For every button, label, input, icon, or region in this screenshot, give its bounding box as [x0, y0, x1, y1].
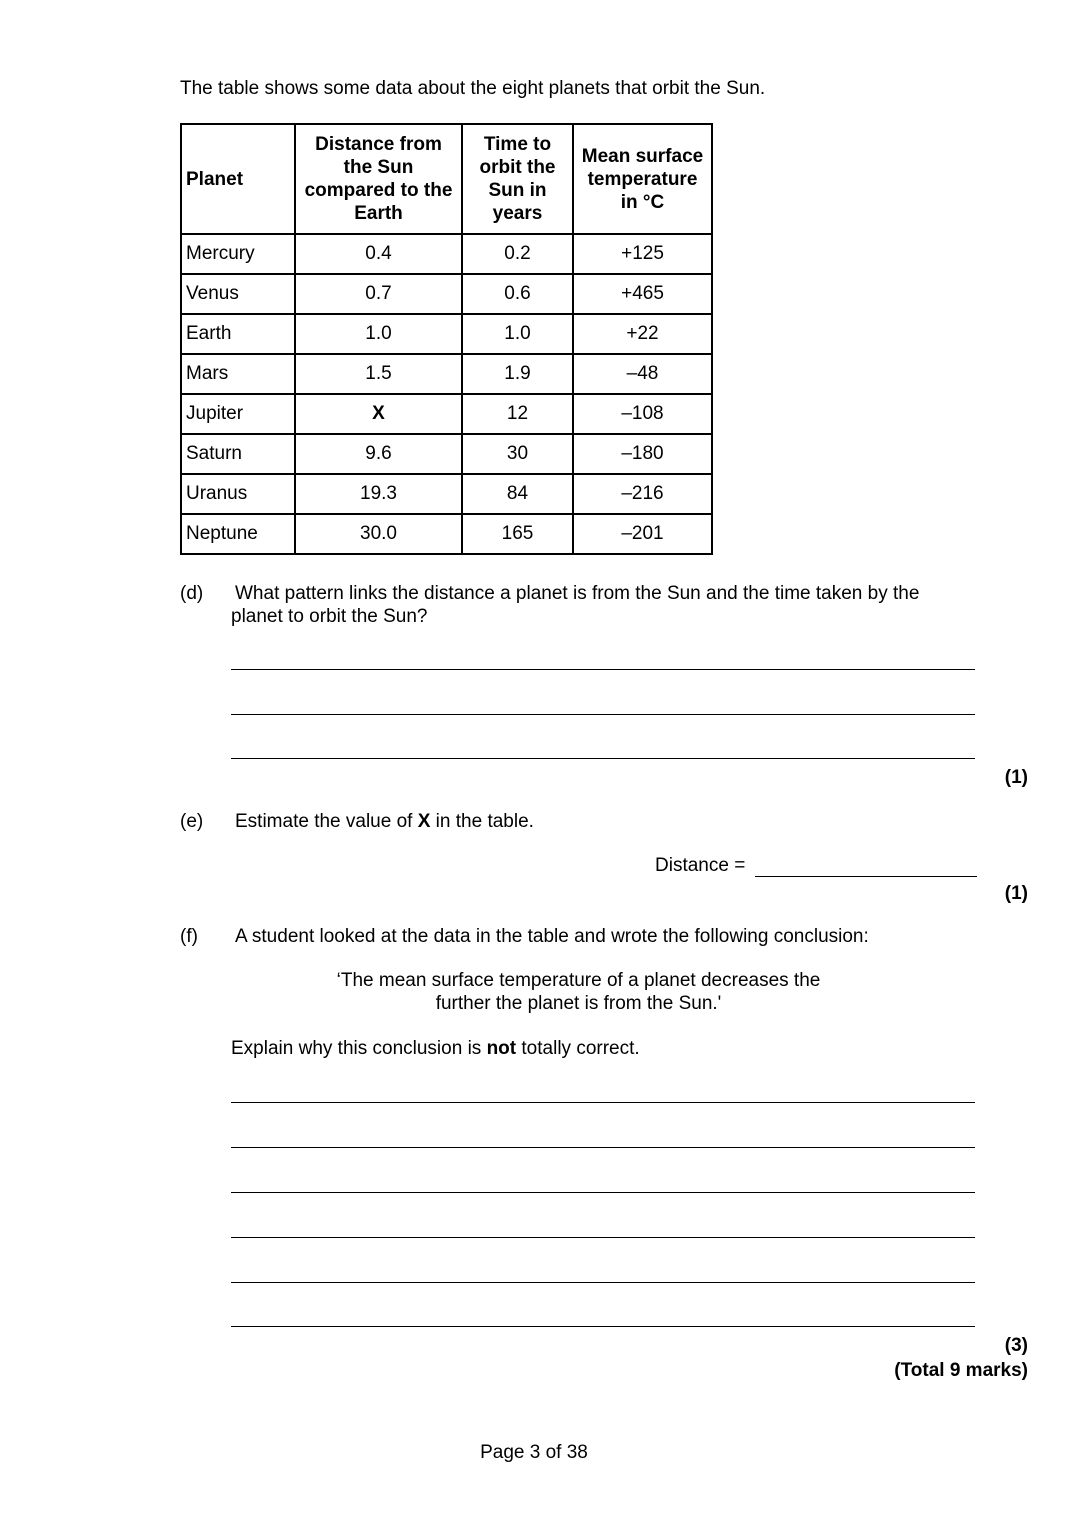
column-header-planet: [181, 124, 295, 234]
column-header-text: Planet: [186, 168, 244, 190]
table-cell-distance: 0.4: [295, 234, 462, 274]
table-cell-planet: Uranus: [181, 474, 295, 514]
table-cell-temperature: –201: [573, 514, 712, 554]
column-header-text: Distance from: [315, 134, 442, 155]
table-cell-planet: Venus: [181, 274, 295, 314]
distance-answer-line[interactable]: [755, 876, 977, 877]
table-cell-orbit-time: 165: [462, 514, 573, 554]
student-conclusion-line2: further the planet is from the Sun.': [435, 993, 722, 1014]
table-row: [181, 234, 712, 274]
table-cell-orbit-time: 12: [462, 394, 573, 434]
table-cell-distance: 0.7: [295, 274, 462, 314]
question-e-text: Estimate the value of X in the table.: [235, 811, 534, 832]
answer-line-f-3[interactable]: [231, 1192, 975, 1193]
answer-line-d-2[interactable]: [231, 714, 975, 715]
question-f-text: A student looked at the data in the table and wrote the following conclusion:: [235, 926, 869, 947]
question-d-text-line1: What pattern links the distance a planet is from the Sun and the time taken by the: [235, 583, 920, 604]
intro-text: The table shows some data about the eight planets that orbit the Sun.: [180, 78, 766, 99]
table-cell-distance: X: [295, 394, 462, 434]
answer-line-f-6[interactable]: [231, 1326, 975, 1327]
column-header-text: Earth: [354, 203, 403, 224]
table-cell-temperature: +465: [573, 274, 712, 314]
answer-line-f-1[interactable]: [231, 1102, 975, 1103]
table-cell-temperature: +22: [573, 314, 712, 354]
table-cell-orbit-time: 84: [462, 474, 573, 514]
answer-line-f-2[interactable]: [231, 1147, 975, 1148]
table-cell-planet: Mars: [181, 354, 295, 394]
column-header-text: Mean surface: [581, 145, 704, 167]
table-cell-distance: 1.0: [295, 314, 462, 354]
table-cell-temperature: –108: [573, 394, 712, 434]
table-cell-orbit-time: 0.2: [462, 234, 573, 274]
student-conclusion-line1: ‘The mean surface temperature of a planet decreases the: [336, 970, 821, 991]
question-d-text-line2: planet to orbit the Sun?: [231, 606, 428, 627]
question-d-letter: (d): [180, 583, 204, 604]
table-cell-distance: 1.5: [295, 354, 462, 394]
table-row: [181, 394, 712, 434]
column-header-temperature: [573, 124, 712, 234]
column-header-text: in °C: [620, 191, 665, 213]
table-cell-planet: Earth: [181, 314, 295, 354]
table-row: [181, 434, 712, 474]
question-f-marks: (3): [1004, 1335, 1028, 1356]
table-cell-orbit-time: 0.6: [462, 274, 573, 314]
column-header-text: orbit the: [479, 157, 556, 178]
table-row: [181, 354, 712, 394]
table-cell-temperature: –48: [573, 354, 712, 394]
table-cell-temperature: –180: [573, 434, 712, 474]
table-cell-planet: Mercury: [181, 234, 295, 274]
distance-answer-label: Distance =: [655, 855, 746, 876]
table-cell-orbit-time: 30: [462, 434, 573, 474]
column-header-orbit-time: [462, 124, 573, 234]
question-e-marks: (1): [1004, 883, 1028, 904]
column-header-text: Sun in: [488, 180, 547, 201]
table-cell-planet: Jupiter: [181, 394, 295, 434]
question-d-marks: (1): [1004, 767, 1028, 788]
table-header-row: [181, 124, 712, 234]
column-header-text: temperature: [587, 168, 698, 190]
column-header-distance: [295, 124, 462, 234]
table-cell-orbit-time: 1.0: [462, 314, 573, 354]
table-cell-distance: 30.0: [295, 514, 462, 554]
answer-line-d-3[interactable]: [231, 758, 975, 759]
question-e-letter: (e): [180, 811, 204, 832]
answer-line-f-4[interactable]: [231, 1237, 975, 1238]
planet-data-table: [180, 123, 713, 555]
table-cell-temperature: –216: [573, 474, 712, 514]
page-number: Page 3 of 38: [480, 1442, 588, 1463]
question-f-letter: (f): [180, 926, 198, 947]
column-header-text: years: [492, 203, 543, 224]
table-cell-orbit-time: 1.9: [462, 354, 573, 394]
table-row: [181, 314, 712, 354]
total-marks: (Total 9 marks): [894, 1360, 1028, 1381]
table-cell-planet: Saturn: [181, 434, 295, 474]
column-header-text: compared to the: [304, 180, 453, 201]
table-cell-distance: 19.3: [295, 474, 462, 514]
table-cell-planet: Neptune: [181, 514, 295, 554]
column-header-text: the Sun: [343, 157, 414, 178]
answer-line-d-1[interactable]: [231, 669, 975, 670]
column-header-text: Time to: [483, 134, 552, 155]
table-cell-temperature: +125: [573, 234, 712, 274]
answer-line-f-5[interactable]: [231, 1282, 975, 1283]
question-f-instruction: Explain why this conclusion is not totally correct.: [231, 1038, 640, 1059]
table-cell-distance: 9.6: [295, 434, 462, 474]
table-row: [181, 274, 712, 314]
table-row: [181, 474, 712, 514]
table-row: [181, 514, 712, 554]
